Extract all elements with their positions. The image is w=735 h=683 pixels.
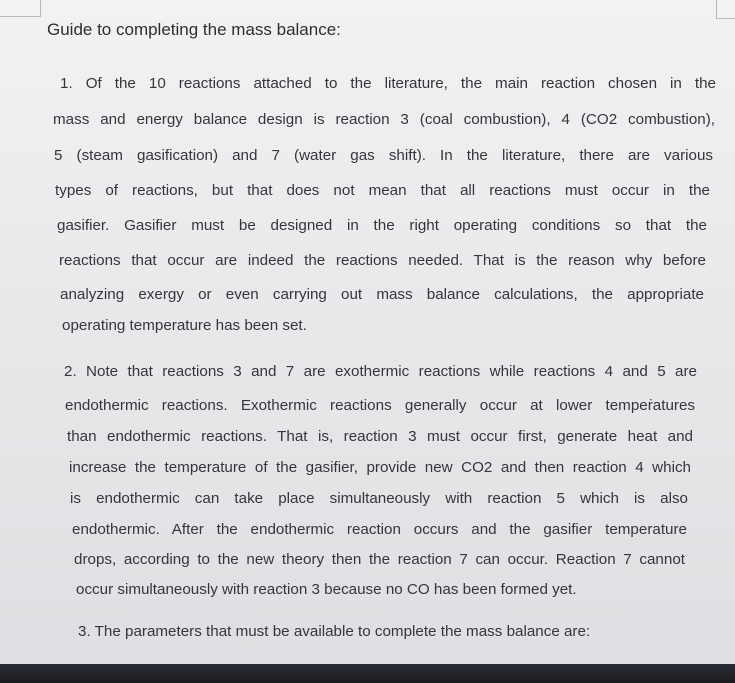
paragraph-1-line: analyzing exergy or even carrying out mass balance calculations, the appropriate [60, 286, 704, 303]
page-corner-mark [0, 0, 41, 17]
document-heading: Guide to completing the mass balance: [47, 20, 341, 39]
paragraph-2-line: 2. Note that reactions 3 and 7 are exothermic reactions while reactions 4 and 5 are [64, 363, 697, 380]
paragraph-1-line: operating temperature has been set. [62, 317, 307, 334]
paragraph-1-line: 1. Of the 10 reactions attached to the literature, the main reaction chosen in the [60, 75, 716, 92]
paragraph-1-line: mass and energy balance design is reaction 3 (coal combustion), 4 (CO2 combustion), [53, 111, 715, 128]
taskbar [0, 664, 735, 683]
paragraph-1-line: reactions that occur are indeed the reactions needed. That is the reason why before [59, 252, 706, 269]
paragraph-3: 3. The parameters that must be available to complete the mass balance are: [78, 623, 591, 640]
paragraph-2-line: occur simultaneously with reaction 3 because no CO has been formed yet. [76, 581, 577, 598]
paragraph-2-line: endothermic. After the endothermic reaction occurs and the gasifier temperature [72, 521, 687, 538]
page-corner-mark [716, 0, 735, 19]
paragraph-1-line: types of reactions, but that does not mean that all reactions must occur in the [55, 182, 710, 199]
paragraph-2-line: endothermic reactions. Exothermic reactions generally occur at lower tempeṙatures [65, 397, 695, 414]
paragraph-2-line: increase the temperature of the gasifier, provide new CO2 and then reaction 4 which [69, 459, 691, 476]
paragraph-2-line: drops, according to the new theory then the reaction 7 can occur. Reaction 7 cannot [74, 551, 685, 568]
paragraph-1-line: 5 (steam gasification) and 7 (water gas shift). In the literature, there are various [54, 147, 713, 164]
paragraph-2-line: than endothermic reactions. That is, reaction 3 must occur first, generate heat and [67, 428, 693, 445]
paragraph-1-line: gasifier. Gasifier must be designed in the right operating conditions so that the [57, 217, 707, 234]
paragraph-2-line: is endothermic can take place simultaneously with reaction 5 which is also [70, 490, 688, 507]
